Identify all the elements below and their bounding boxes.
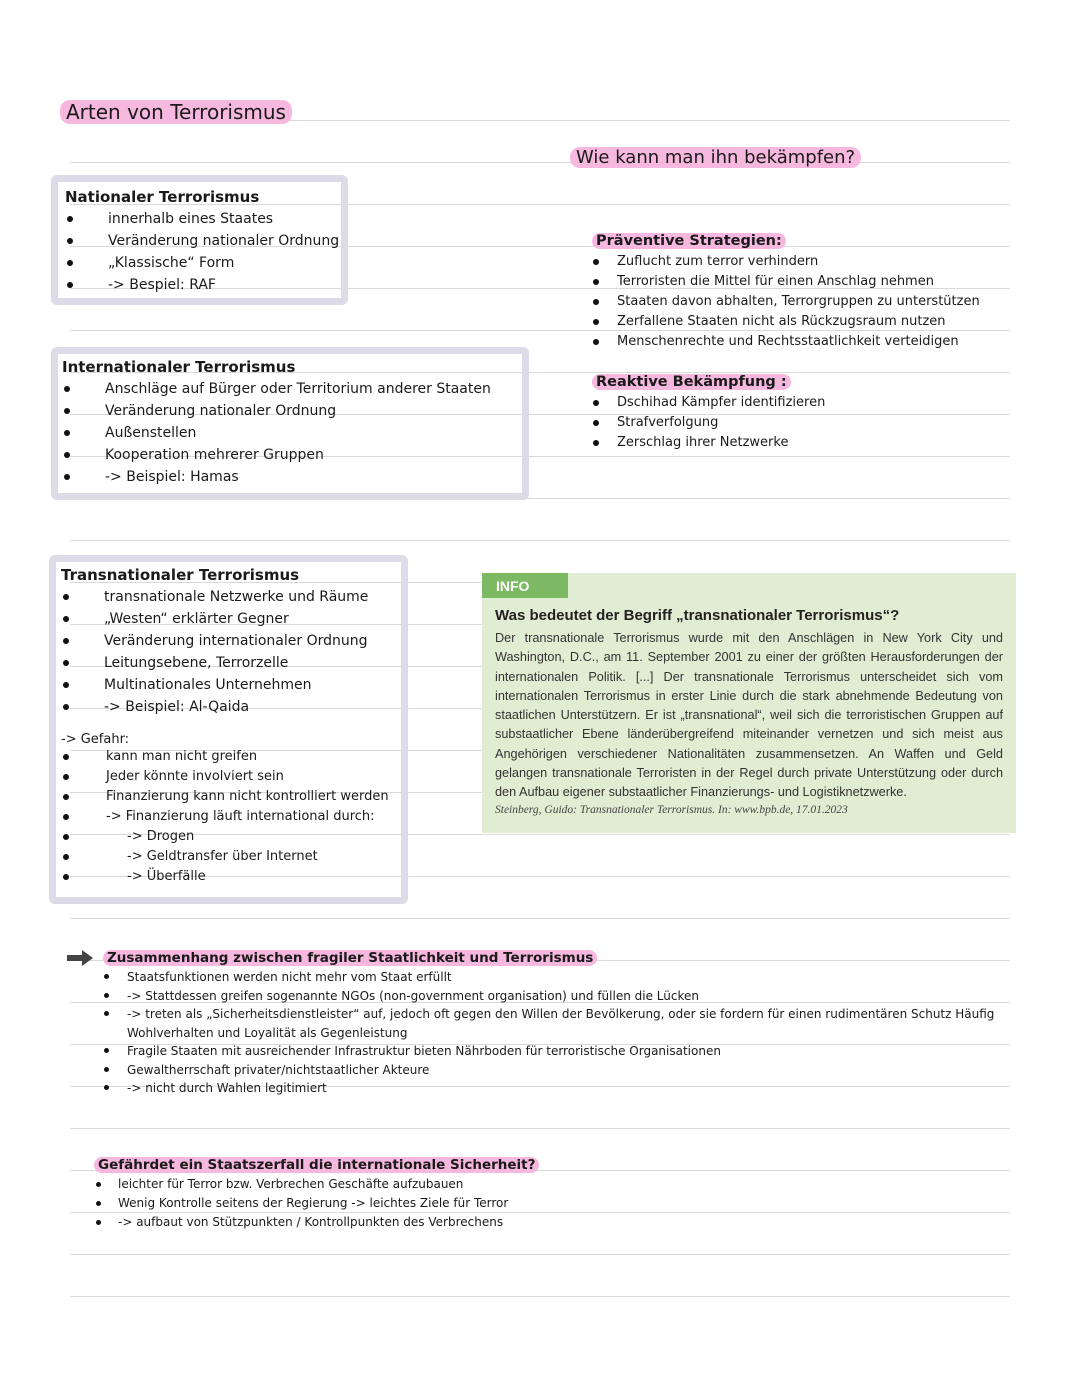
- list-item: Finanzierung kann nicht kontrolliert werden: [61, 787, 406, 807]
- question-heading: Wie kann man ihn bekämpfen?: [570, 147, 861, 168]
- list-item: -> aufbaut von Stützpunkten / Kontrollpunkten des Verbrechens: [94, 1213, 994, 1232]
- list-item: Dschihad Kämpfer identifizieren: [592, 393, 1012, 413]
- list-item: leichter für Terror bzw. Verbrechen Geschäfte aufzubauen: [94, 1175, 994, 1194]
- list-item: Veränderung nationaler Ordnung: [62, 400, 522, 422]
- list-item: -> Geldtransfer über Internet: [61, 847, 406, 867]
- national-section: [65, 188, 345, 296]
- list-item: Multinationales Unternehmen: [61, 674, 406, 696]
- ruled-line: [70, 1296, 1010, 1297]
- arrow-right-icon: [67, 950, 93, 970]
- list-item: Terroristen die Mittel für einen Anschlag nehmen: [592, 272, 1012, 292]
- info-text: Der transnationale Terrorismus wurde mit den Anschlägen in New York City und Washington, D.C., am 11. September 2001 zu einer der größten Herausforderungen der internationalen Politik. [...] Der transnationale Terrorismus unterscheidet sich vom internationalen Terrorismus in erster Linie durch die stark abnehmende Bedeutung von staatlichen Unterstützern. Er ist „transnational“, weil sich die terroristischen Gruppen auf substaatlicher Ebene länderübergreifend miteinander vernetzen und sich meist aus Angehörigen verschiedener Nationalitäten zusammensetzen. An Waffen und Geld gelangen transnationale Terroristen in der Regel durch private Unterstützung oder durch den Aufbau eigener substaatlicher Finanzierungs- und Logistiknetzwerke.: [495, 631, 1003, 800]
- list-item: Zuflucht zum terror verhindern: [592, 252, 1012, 272]
- list-item: -> Überfälle: [61, 867, 406, 887]
- list-item: -> treten als „Sicherheitsdienstleister“ auf, jedoch oft gegen den Willen der Bevölkerung, oder sie fordern für einen rudimentären Schutz Häufig Wohlverhalten und Loyalität als Gegenleistung: [103, 1005, 1003, 1042]
- info-title: Was bedeutet der Begriff „transnationaler Terrorismus“?: [495, 607, 900, 624]
- page-title: Arten von Terrorismus: [60, 100, 292, 124]
- list-item: Anschläge auf Bürger oder Territorium anderer Staaten: [62, 378, 522, 400]
- ruled-line: [70, 540, 1010, 541]
- list-item: Fragile Staaten mit ausreichender Infrastruktur bieten Nährboden für terroristische Organisationen: [103, 1042, 1003, 1061]
- connection-heading: Zusammenhang zwischen fragiler Staatlichkeit und Terrorismus: [103, 950, 1003, 966]
- list-item: kann man nicht greifen: [61, 747, 406, 767]
- security-heading: Gefährdet ein Staatszerfall die internationale Sicherheit?: [94, 1157, 994, 1173]
- list-item: Staatsfunktionen werden nicht mehr vom Staat erfüllt: [103, 968, 1003, 987]
- ruled-line: [70, 1128, 1010, 1129]
- list-item: Menschenrechte und Rechtsstaatlichkeit verteidigen: [592, 332, 1012, 352]
- list-item: transnationale Netzwerke und Räume: [61, 586, 406, 608]
- preventive-heading: Präventive Strategien:: [592, 233, 1012, 249]
- info-tag: INFO: [482, 573, 568, 598]
- list-item: -> Drogen: [61, 827, 406, 847]
- list-item: „Westen“ erklärter Gegner: [61, 608, 406, 630]
- info-source: Steinberg, Guido: Transnationaler Terrorismus. In: www.bpb.de, 17.01.2023: [495, 804, 848, 816]
- transnational-section: [61, 566, 406, 887]
- list-item: -> Finanzierung läuft international durch:: [61, 807, 406, 827]
- list-item: -> Bespiel: RAF: [65, 274, 345, 296]
- national-heading: Nationaler Terrorismus: [65, 188, 260, 206]
- list-item: Zerschlag ihrer Netzwerke: [592, 433, 1012, 453]
- ruled-line: [70, 162, 1010, 163]
- danger-label: -> Gefahr:: [61, 732, 130, 747]
- info-box: [482, 573, 1016, 833]
- ruled-line: [70, 918, 1010, 919]
- international-heading: Internationaler Terrorismus: [62, 358, 296, 376]
- list-item: -> Stattdessen greifen sogenannte NGOs (non-government organisation) und füllen die Lücken: [103, 987, 1003, 1006]
- list-item: -> Beispiel: Hamas: [62, 466, 522, 488]
- list-item: Veränderung nationaler Ordnung: [65, 230, 345, 252]
- list-item: Kooperation mehrerer Gruppen: [62, 444, 522, 466]
- list-item: Zerfallene Staaten nicht als Rückzugsraum nutzen: [592, 312, 1012, 332]
- list-item: Strafverfolgung: [592, 413, 1012, 433]
- international-section: [62, 358, 522, 488]
- list-item: Außenstellen: [62, 422, 522, 444]
- list-item: Gewaltherrschaft privater/nichtstaatlicher Akteure: [103, 1061, 1003, 1080]
- reactive-heading: Reaktive Bekämpfung :: [592, 374, 1012, 390]
- list-item: Jeder könnte involviert sein: [61, 767, 406, 787]
- list-item: -> nicht durch Wahlen legitimiert: [103, 1079, 1003, 1098]
- list-item: -> Beispiel: Al-Qaida: [61, 696, 406, 718]
- ruled-line: [70, 1254, 1010, 1255]
- list-item: Staaten davon abhalten, Terrorgruppen zu unterstützen: [592, 292, 1012, 312]
- list-item: Wenig Kontrolle seitens der Regierung -> leichtes Ziele für Terror: [94, 1194, 994, 1213]
- reactive-section: [592, 374, 1012, 453]
- connection-section: [103, 950, 1003, 1098]
- preventive-section: [592, 233, 1012, 352]
- list-item: „Klassische“ Form: [65, 252, 345, 274]
- list-item: innerhalb eines Staates: [65, 208, 345, 230]
- list-item: Veränderung internationaler Ordnung: [61, 630, 406, 652]
- list-item: Leitungsebene, Terrorzelle: [61, 652, 406, 674]
- security-section: [94, 1157, 994, 1232]
- transnational-heading: Transnationaler Terrorismus: [61, 566, 300, 584]
